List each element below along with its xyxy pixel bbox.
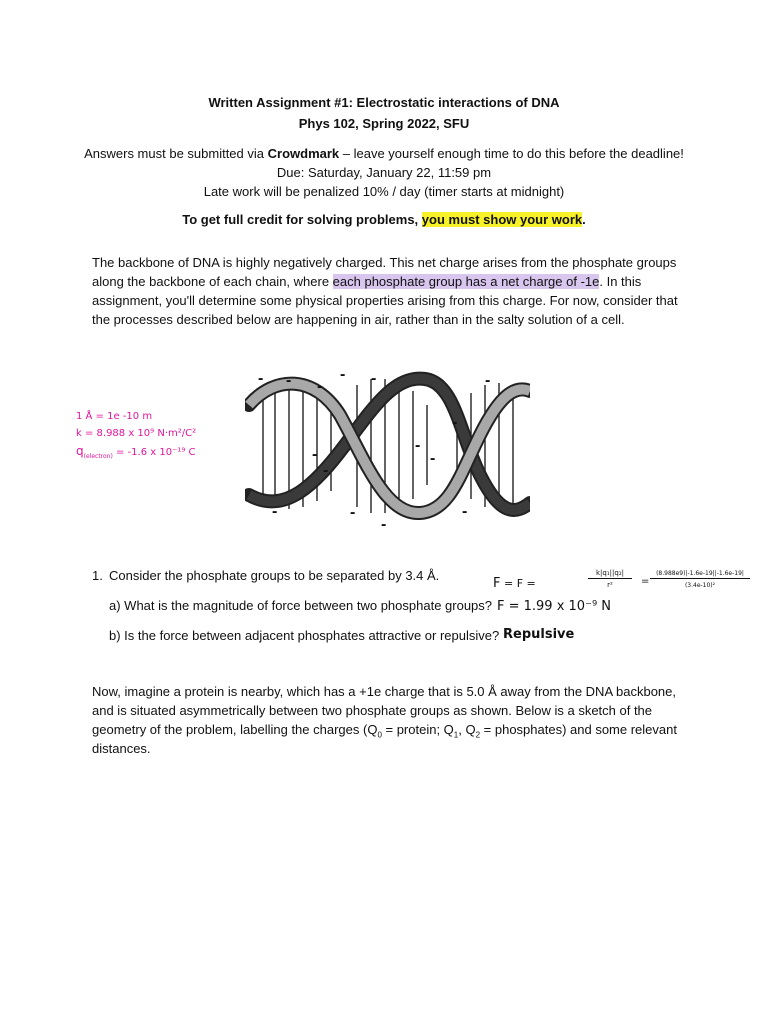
intro-line-2: [92, 273, 641, 291]
submission-suffix: – leave yourself enough time to do this before the deadline!: [339, 146, 684, 161]
question-1-text: Consider the phosphate groups to be separated by 3.4 Å.: [109, 568, 440, 583]
due-date: Due: Saturday, January 22, 11:59 pm: [276, 165, 492, 180]
handnote-q-value: = -1.6 x 10⁻¹⁹ C: [112, 447, 196, 458]
intro-line-3: assignment, you'll determine some physical properties arising from this charge. For now, consider that: [92, 293, 678, 308]
submission-line: [0, 145, 768, 163]
protein-line-3c: , Q: [458, 722, 476, 737]
credit-line: [0, 211, 768, 229]
handwork-formula: [493, 575, 536, 593]
phosphate-charge-3: -: [317, 378, 323, 395]
protein-line-2: and is situated asymmetrically between two phosphate groups as shown. Below is a sketch of the: [92, 703, 653, 718]
protein-line-3b: = protein; Q: [381, 722, 454, 737]
phosphate-charge-4: -: [340, 366, 346, 383]
question-1-number: 1.: [92, 568, 103, 583]
formula-rest: = F =: [500, 577, 536, 590]
formula-lhs: F: [493, 576, 501, 591]
q0-subscript: 0: [377, 730, 382, 740]
handnote-q: q: [76, 444, 84, 458]
phosphate-charge-14: -: [381, 516, 387, 533]
intro-line-2-prefix: along the backbone of each chain, where: [92, 274, 333, 289]
phosphate-charge-15: -: [462, 503, 468, 520]
credit-suffix: .: [582, 212, 586, 227]
handnote-q-sub: (electron): [83, 453, 113, 460]
handnote-electron-charge: [76, 442, 196, 466]
assignment-title: Written Assignment #1: Electrostatic interactions of DNA: [208, 95, 560, 110]
protein-line-3a: geometry of the problem, labelling the charges (Q: [92, 722, 378, 737]
submission-prefix: Answers must be submitted via: [84, 146, 268, 161]
handnote-angstrom: 1 Å = 1e -10 m: [76, 411, 153, 422]
protein-line-4: distances.: [92, 741, 151, 756]
protein-line-1: Now, imagine a protein is nearby, which has a +1e charge that is 5.0 Å away from the DNA backbone,: [92, 684, 676, 699]
q2-subscript: 2: [475, 730, 481, 740]
credit-prefix: To get full credit for solving problems,: [182, 212, 422, 227]
formula-numeric-den: (3.4e-10)²: [684, 582, 716, 589]
protein-line-3: [92, 721, 677, 745]
formula-equals: =: [641, 576, 650, 587]
course-line: Phys 102, Spring 2022, SFU: [298, 116, 470, 131]
intro-line-2-suffix: . In this: [599, 274, 642, 289]
formula-fraction-den: r²: [607, 581, 613, 589]
late-policy: Late work will be penalized 10% / day (timer starts at midnight): [203, 184, 565, 199]
formula-numeric-num: (8.988e9)|-1.6e-19||-1.6e-19|: [650, 569, 750, 579]
q1-subscript: 1: [453, 730, 459, 740]
phosphate-charge-13: -: [350, 504, 356, 521]
phosphate-charge-11: -: [323, 462, 329, 479]
question-1b: b) Is the force between adjacent phosphates attractive or repulsive?: [109, 628, 500, 643]
phosphate-charge-8: -: [415, 437, 421, 454]
question-1a: a) What is the magnitude of force between two phosphate groups?: [109, 598, 493, 613]
phosphate-charge-1: -: [258, 370, 264, 387]
formula-fraction-num: k|q₁||q₂|: [588, 569, 632, 579]
phosphate-charge-10: -: [312, 446, 318, 463]
protein-line-3d: = phosphates) and some relevant: [480, 722, 677, 737]
credit-highlight: you must show your work: [421, 212, 583, 227]
charge-highlight: each phosphate group has a net charge of -1e: [332, 274, 600, 289]
phosphate-charge-7: -: [452, 414, 458, 431]
handnote-coulomb-constant: k = 8.988 x 10⁹ N·m²/C²: [76, 428, 197, 439]
answer-1b: Repulsive: [503, 627, 575, 642]
answer-1a: F = 1.99 x 10⁻⁹ N: [497, 599, 612, 614]
crowdmark-text: Crowdmark: [267, 146, 340, 161]
phosphate-charge-9: -: [430, 450, 436, 467]
phosphate-charge-5: -: [371, 370, 377, 387]
phosphate-charge-6: -: [485, 372, 491, 389]
intro-line-4: the processes described below are happening in air, rather than in the salty solution of a cell.: [92, 312, 625, 327]
phosphate-charge-12: -: [272, 503, 278, 520]
phosphate-charge-2: -: [286, 372, 292, 389]
intro-line-1: The backbone of DNA is highly negatively charged. This net charge arises from the phosphate groups: [92, 255, 677, 270]
